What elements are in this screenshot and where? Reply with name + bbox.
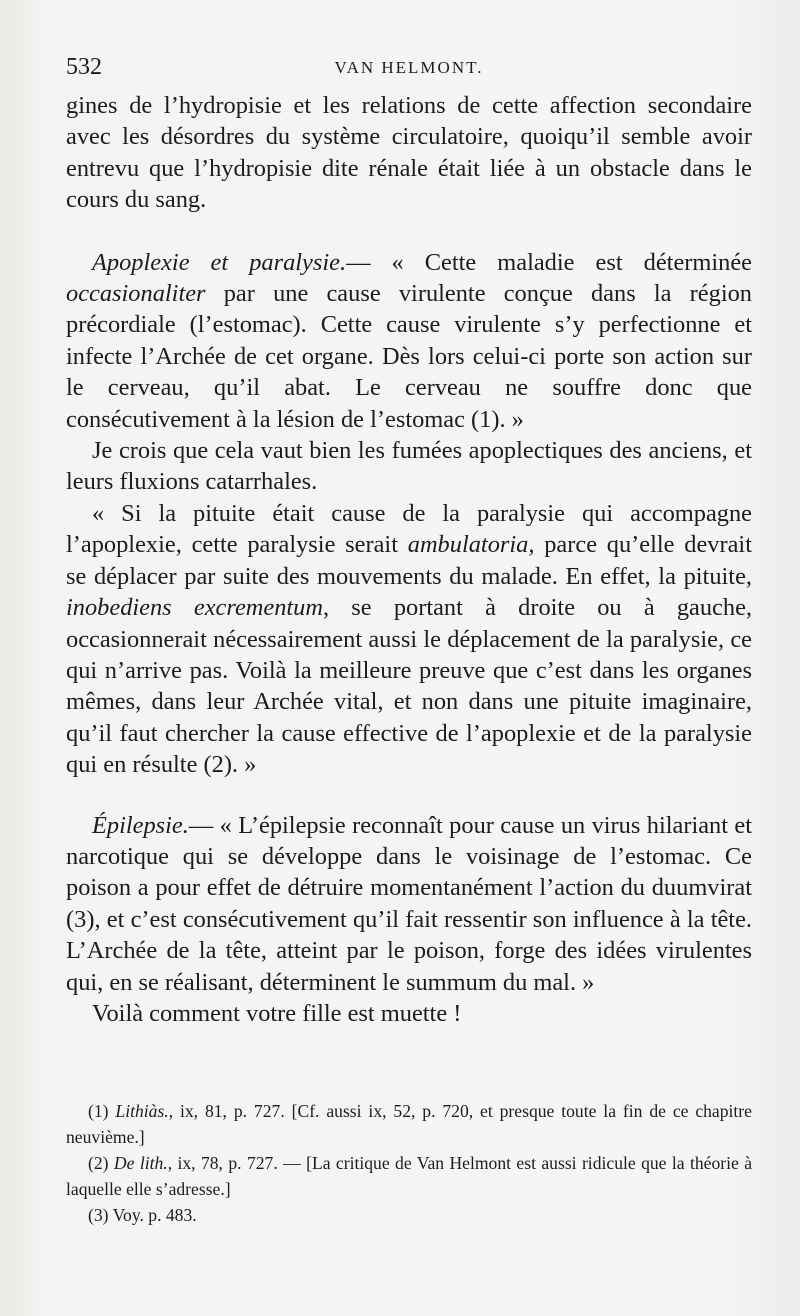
body-text (66, 90, 752, 1029)
paragraph-epilepsie (66, 810, 752, 998)
paragraph-pituite-text-cont: parce qu’elle devrait se déplacer par suite des mouvements du malade. En effet, la pituite, (66, 531, 752, 590)
paragraph-hydropisie: gines de l’hydropisie et les relations de cette affection secondaire avec les désordres du système circulatoire, quoiqu’il semble avoir entrevu que l’hydropisie dite rénale était liée à un obstacle dans le cours du sang. (66, 92, 752, 214)
paragraph-muette: Voilà comment votre fille est muette ! (92, 999, 462, 1027)
paragraph-apoplexie (66, 247, 752, 435)
paragraph-pituite-text-end: , se portant à droite ou à gauche, occasionnerait nécessairement aussi le déplacement de la paralysie, ce qui n’arrive pas. Voilà la meilleure preuve que c’est dans les organes mêmes, dans leur Archée vital, et non dans une pituite imaginaire, qu’il faut chercher la cause effective de l’apoplexie et de la paralysie qui en résulte (2). » (66, 594, 753, 779)
footnote-reference: De lith. (113, 1153, 168, 1173)
section-title-apoplexie: Apoplexie et paralysie. (92, 248, 347, 276)
page-header (66, 54, 752, 84)
latin-term: ambulatoria, (407, 531, 535, 559)
footnote-2 (66, 1150, 752, 1202)
footnotes (66, 1098, 752, 1228)
footnote-reference: Lithiàs. (115, 1101, 169, 1121)
paragraph-pituite (66, 498, 752, 781)
footnote-text: , ix, 81, p. 727. [Cf. aussi ix, 52, p. 720, et presque toute la fin de ce chapitre neuvième.] (66, 1101, 752, 1147)
footnote-number: (2) (88, 1153, 114, 1173)
paragraph-fumees: Je crois que cela vaut bien les fumées apoplectiques des anciens, et leurs fluxions catarrhales. (66, 437, 752, 496)
page-number: 532 (66, 54, 102, 80)
footnote-3: (3) Voy. p. 483. (88, 1205, 197, 1225)
footnote-1 (66, 1098, 752, 1150)
running-head: VAN HELMONT. (334, 58, 484, 77)
paragraph-apoplexie-text-cont: par une cause virulente conçue dans la région précordiale (l’estomac). Cette cause virulente s’y perfectionne et infecte l’Archée de cet organe. Dès lors celui-ci porte son action sur le cerveau, qu’il abat. Le cerveau ne souffre donc que consécutivement à la lésion de l’estomac (1). » (66, 280, 752, 433)
paragraph-epilepsie-text: — « L’épilepsie reconnaît pour cause un virus hilariant et narcotique qui se développe dans le voisinage de l’estomac. Ce poison a pour effet de détruire momentanément l’action du duumvirat (3), et c’est consécutivement qu’il fait ressentir son influence à la tête. L’Archée de la tête, atteint par le poison, forge des idées virulentes qui, en se réalisant, déterminent le summum du mal. » (66, 811, 752, 996)
section-title-epilepsie: Épilepsie. (92, 811, 189, 839)
paragraph-apoplexie-text: — « Cette maladie est déterminée (346, 248, 752, 276)
latin-term: occasionaliter (66, 280, 206, 308)
paragraph-pituite-text: « Si la pituite était cause de la paralysie qui accompagne l’apoplexie, cette paralysie serait (66, 499, 752, 559)
footnote-number: (1) (88, 1101, 116, 1121)
footnote-text: , ix, 78, p. 727. — [La critique de Van Helmont est aussi ridicule que la théorie à laquelle elle s’adresse.] (66, 1153, 753, 1199)
latin-term: inobediens excrementum (66, 594, 323, 622)
